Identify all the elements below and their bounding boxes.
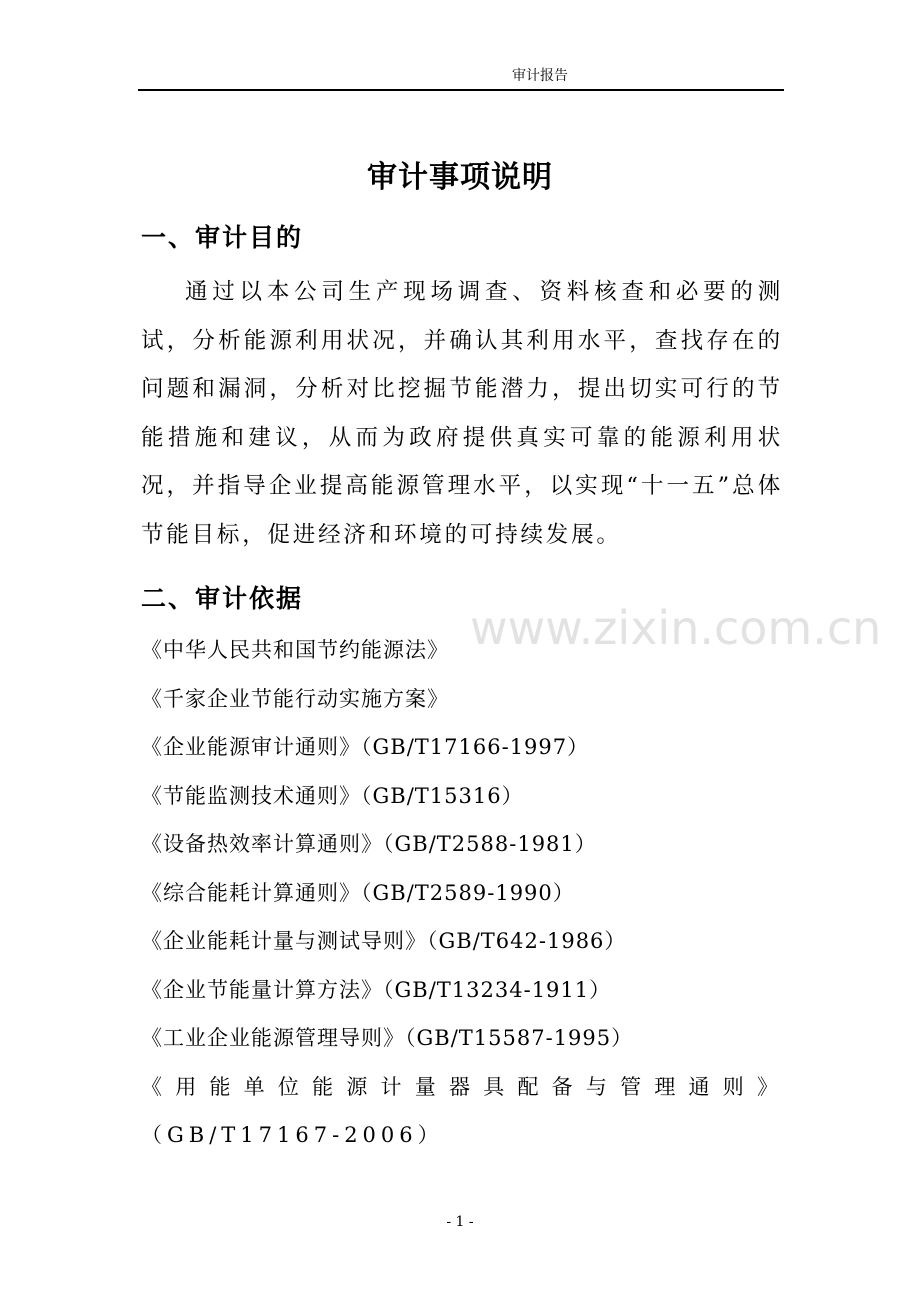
reference-item: 《节能监测技术通则》（GB/T15316） <box>141 783 524 808</box>
reference-item: 《设备热效率计算通则》（GB/T2588-1981） <box>141 832 597 856</box>
page-number: - 1 - <box>446 1214 474 1230</box>
reference-item: 《千家企业节能行动实施方案》 <box>141 686 449 711</box>
running-header: 审计报告 <box>512 68 568 84</box>
purpose-paragraph: 通过以本公司生产现场调查、资料核查和必要的测试，分析能源利用状况，并确认其利用水平，查找存在的问题和漏洞，分析对比挖掘节能潜力，提出切实可行的节能措施和建议，从而为政府提供真实可靠的能源利用状况，并指导企业提高能源管理水平，以实现“十一五”总体节能目标，促进经济和环境的可持续发展。 <box>141 279 783 548</box>
reference-item: 《企业能耗计量与测试导则》（GB/T642-1986） <box>141 929 627 953</box>
section-heading-basis: 二、审计依据 <box>141 584 304 613</box>
reference-item: 《企业节能量计算方法》（GB/T13234-1911） <box>141 977 612 1002</box>
reference-item: 《综合能耗计算通则》（GB/T2589-1990） <box>141 880 575 905</box>
reference-item: 《企业能源审计通则》（GB/T17166-1997） <box>141 735 590 759</box>
document-title: 审计事项说明 <box>367 160 553 195</box>
reference-item: 《中华人民共和国节约能源法》 <box>141 638 449 662</box>
section-heading-purpose: 一、审计目的 <box>141 223 304 252</box>
reference-item: 《用能单位能源计量器具配备与管理通则》（GB/T17167-2006） <box>141 1074 783 1147</box>
reference-list <box>141 626 783 1160</box>
reference-item: 《工业企业能源管理导则》（GB/T15587-1995） <box>141 1026 634 1050</box>
watermark: www.zixin.com.cn <box>470 601 882 655</box>
header-rule <box>138 89 784 91</box>
